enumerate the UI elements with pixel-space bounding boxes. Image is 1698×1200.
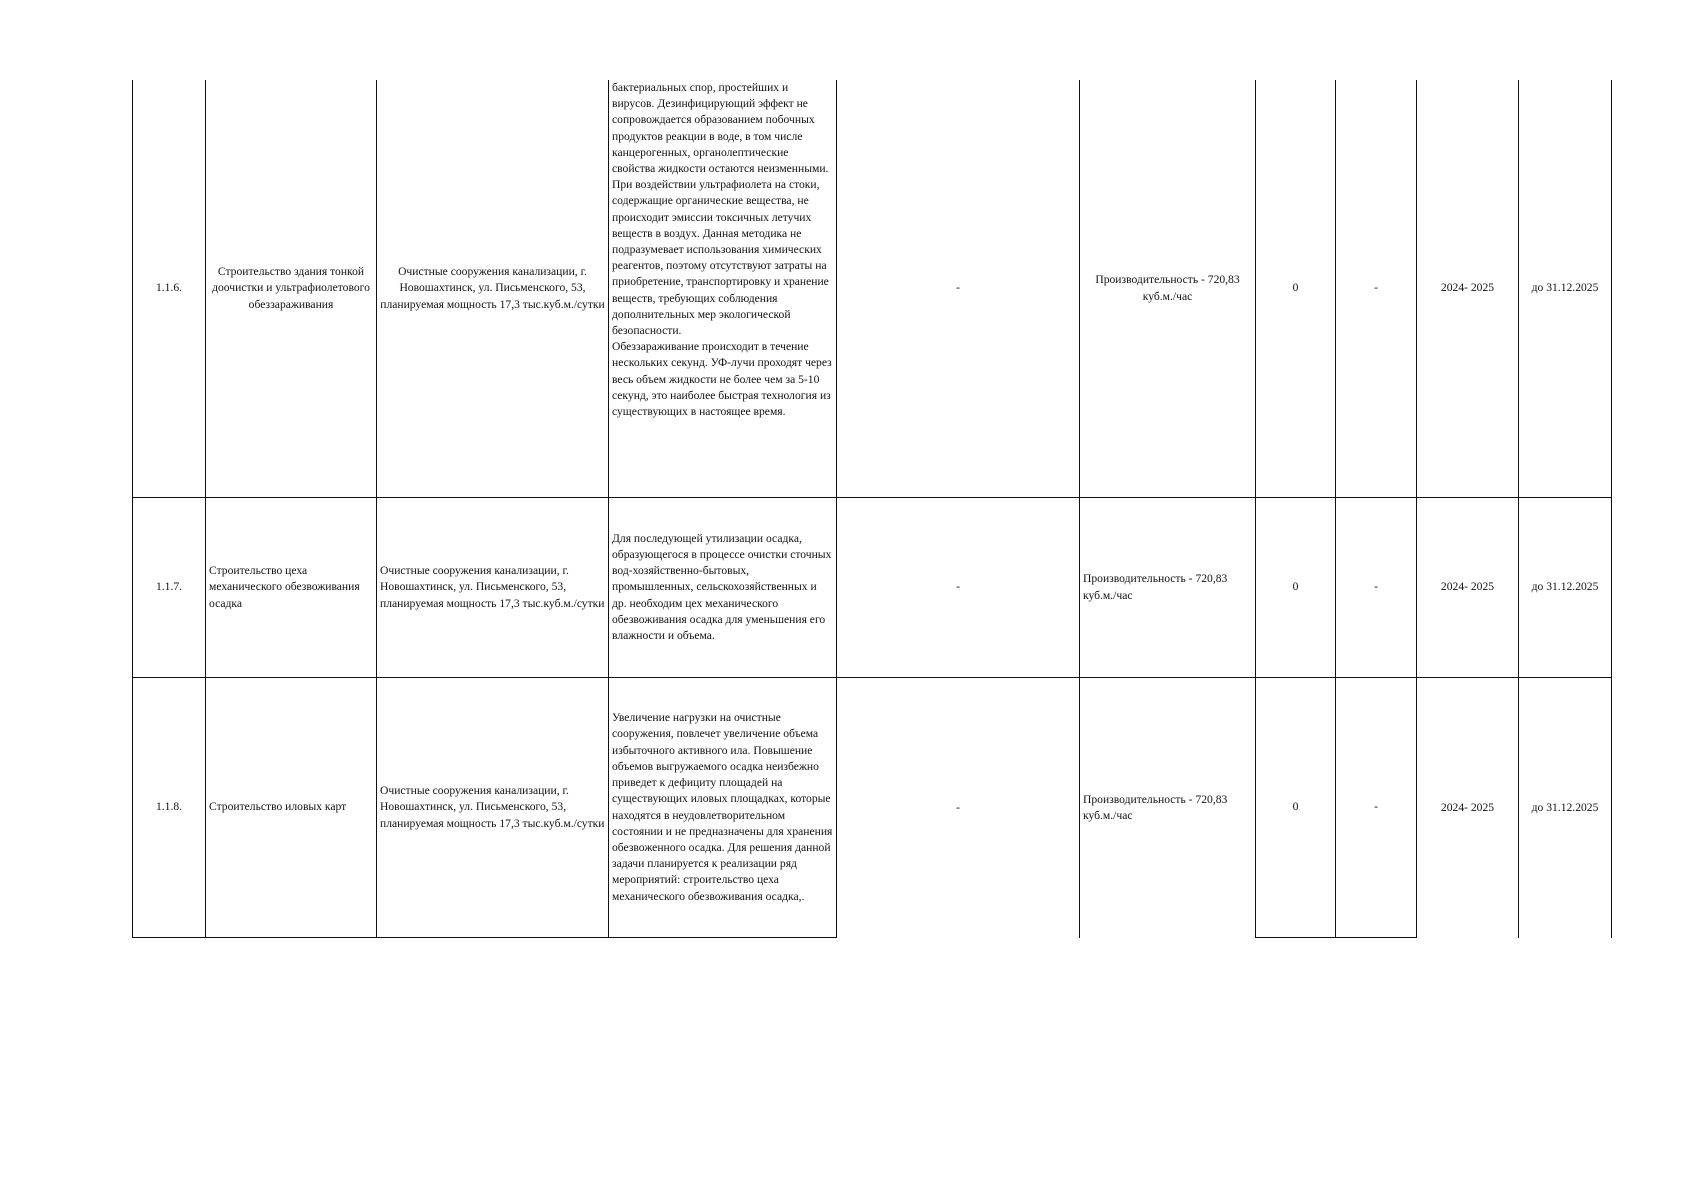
implementation-period: 2024- 2025 [1417, 80, 1519, 498]
table-row [133, 80, 1612, 498]
project-name: Строительство здания тонкой доочистки и ультрафиолетового обеззараживания [206, 80, 377, 498]
empty-value: - [837, 678, 1080, 938]
numeric-value: 0 [1256, 678, 1336, 938]
project-description [609, 80, 837, 498]
investment-program-table [132, 80, 1612, 938]
empty-value: - [1336, 80, 1417, 498]
project-location: Очистные сооружения канализации, г. Новошахтинск, ул. Письменского, 53, планируемая мощность 17,3 тыс.куб.м./сутки [377, 678, 609, 938]
project-location: Очистные сооружения канализации, г. Новошахтинск, ул. Письменского, 53, планируемая мощность 17,3 тыс.куб.м./сутки [377, 498, 609, 678]
project-location: Очистные сооружения канализации, г. Новошахтинск, ул. Письменского, 53, планируемая мощность 17,3 тыс.куб.м./сутки [377, 80, 609, 498]
implementation-period: 2024- 2025 [1417, 678, 1519, 938]
description-text: бактериальных спор, простейших и вирусов. Дезинфицирующий эффект не сопровождается образованием побочных продуктов реакции в воде, в том числе канцерогенных, органолептические свойства жидкости остаются неизменными. При воздействии ультрафиолета на стоки, содержащие органические вещества, не происходит эмиссии токсичных летучих веществ в воздух. Данная методика не подразумевает использования химических реагентов, поэтому отсутствуют затраты на приобретение, транспортировку и хранение веществ, требующих соблюдения дополнительных мер экологической безопасности. [612, 81, 829, 338]
capacity: Производительность - 720,83 куб.м./час [1080, 80, 1256, 498]
empty-value: - [837, 80, 1080, 498]
implementation-period: 2024- 2025 [1417, 498, 1519, 678]
numeric-value: 0 [1256, 80, 1336, 498]
project-name: Строительство цеха механического обезвоживания осадка [206, 498, 377, 678]
numeric-value: 0 [1256, 498, 1336, 678]
project-description: Увеличение нагрузки на очистные сооружения, повлечет увеличение объема избыточного активного ила. Повышение объемов выгружаемого осадка неизбежно приведет к дефициту площадей на существующих иловых площадках, которые находятся в неудовлетворительном состоянии и не предназначены для хранения обезвоженного осадка. Для решения данной задачи планируется к реализации ряд мероприятий: строительство цеха механического обезвоживания осадка,. [609, 678, 837, 938]
deadline: до 31.12.2025 [1519, 678, 1612, 938]
empty-value: - [837, 498, 1080, 678]
deadline: до 31.12.2025 [1519, 498, 1612, 678]
capacity: Производительность - 720,83 куб.м./час [1080, 498, 1256, 678]
empty-value: - [1336, 498, 1417, 678]
row-number: 1.1.8. [133, 678, 206, 938]
empty-value: - [1336, 678, 1417, 938]
row-number: 1.1.7. [133, 498, 206, 678]
table-row [133, 678, 1612, 938]
project-name: Строительство иловых карт [206, 678, 377, 938]
description-text-continued: Обеззараживание происходит в течение нескольких секунд. УФ-лучи проходят через весь объем жидкости не более чем за 5-10 секунд, это наиболее быстрая технология из существующих в настоящее время. [612, 340, 832, 419]
deadline: до 31.12.2025 [1519, 80, 1612, 498]
capacity: Производительность - 720,83 куб.м./час [1080, 678, 1256, 938]
row-number: 1.1.6. [133, 80, 206, 498]
table-row [133, 498, 1612, 678]
project-description: Для последующей утилизации осадка, образующегося в процессе очистки сточных вод-хозяйственно-бытовых, промышленных, сельскохозяйственных и др. необходим цех механического обезвоживания осадка для уменьшения его влажности и объема. [609, 498, 837, 678]
